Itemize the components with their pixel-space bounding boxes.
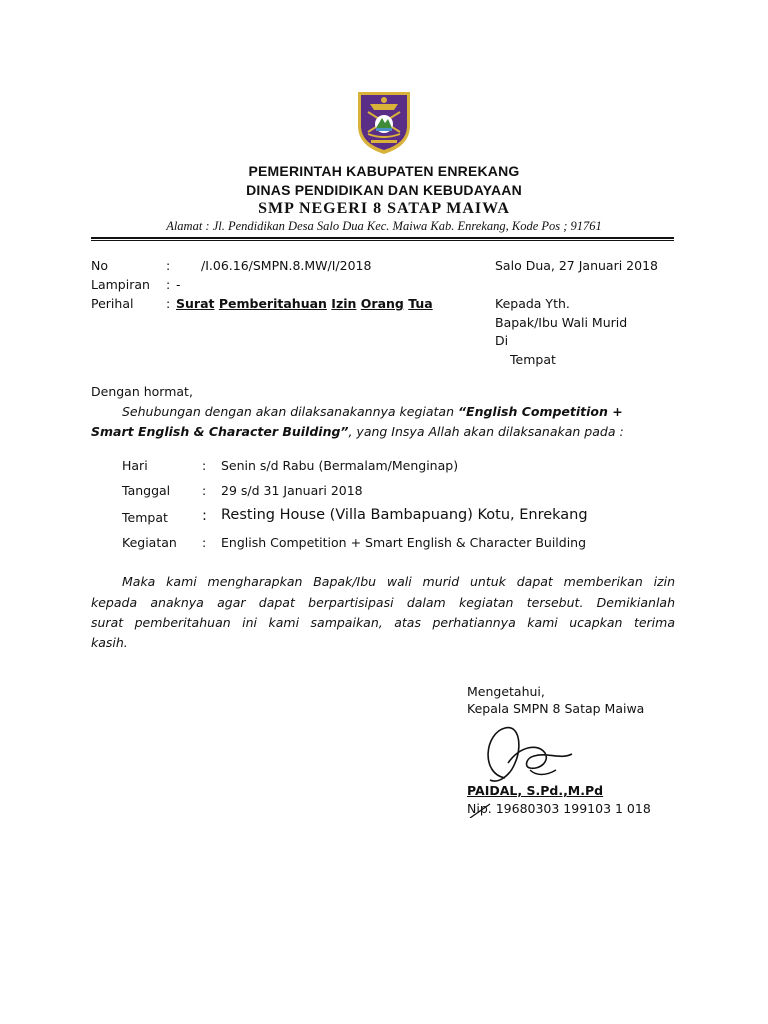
event-name-close: Smart English & Character Building” xyxy=(91,424,349,439)
closing-line-4: kasih. xyxy=(91,635,128,650)
kop-school-name: SMP NEGERI 8 SATAP MAIWA xyxy=(258,200,510,217)
signatory-name: PAIDAL, S.Pd.,M.Pd xyxy=(467,783,604,798)
recipient-line-2: Bapak/Ibu Wali Murid xyxy=(495,315,628,330)
event-name-open: “English Competition + xyxy=(458,404,623,419)
salutation: Dengan hormat, xyxy=(91,384,193,399)
no-value: /I.06.16/SMPN.8.MW/I/2018 xyxy=(201,258,372,273)
intro-line-2 xyxy=(91,424,624,439)
detail-sep-kegiatan: : xyxy=(202,535,207,550)
intro-pre: Sehubungan dengan akan dilaksanakannya kegiatan xyxy=(122,404,458,419)
detail-value-kegiatan: English Competition + Smart English & Character Building xyxy=(221,535,587,550)
perihal-word: Orang xyxy=(360,296,404,311)
detail-value-hari: Senin s/d Rabu (Bermalam/Menginap) xyxy=(221,458,459,473)
detail-value-tempat: Resting House (Villa Bambapuang) Kotu, Enrekang xyxy=(221,507,588,523)
lampiran-separator: : xyxy=(166,277,171,292)
detail-label-kegiatan: Kegiatan xyxy=(122,535,177,550)
perihal-label: Perihal xyxy=(91,296,134,311)
recipient-line-3: Di xyxy=(495,333,509,348)
intro-post: , yang Insya Allah akan dilaksanakan pada : xyxy=(348,424,624,439)
detail-label-tanggal: Tanggal xyxy=(122,483,171,498)
detail-label-tempat: Tempat xyxy=(122,510,168,525)
perihal-value xyxy=(176,296,433,311)
perihal-word: Surat xyxy=(176,296,215,311)
kop-divider-thin xyxy=(91,240,674,241)
lampiran-label: Lampiran xyxy=(91,277,150,292)
perihal-separator: : xyxy=(166,296,171,311)
signatory-nip: Nip. 19680303 199103 1 018 xyxy=(467,801,651,816)
no-separator: : xyxy=(166,258,171,273)
date-place: Salo Dua, 27 Januari 2018 xyxy=(495,258,658,273)
intro-line-1 xyxy=(122,404,623,419)
recipient-line-1: Kepada Yth. xyxy=(495,296,570,311)
school-crest-logo xyxy=(354,88,414,156)
detail-sep-hari: : xyxy=(202,458,207,473)
closing-line-2: kepada anaknya agar dapat berpartisipasi dalam kegiatan tersebut. Demikianlah xyxy=(91,595,675,610)
kop-line-1: PEMERINTAH KABUPATEN ENREKANG xyxy=(248,163,520,179)
no-label: No xyxy=(91,258,108,273)
detail-value-tanggal: 29 s/d 31 Januari 2018 xyxy=(221,483,363,498)
perihal-word: Tua xyxy=(408,296,433,311)
lampiran-value: - xyxy=(176,277,181,292)
signature-knowing: Mengetahui, xyxy=(467,684,545,699)
signature-title: Kepala SMPN 8 Satap Maiwa xyxy=(467,701,645,716)
closing-line-1: Maka kami mengharapkan Bapak/Ibu wali murid untuk dapat memberikan izin xyxy=(122,574,675,589)
detail-sep-tempat: : xyxy=(202,508,207,524)
kop-line-2: DINAS PENDIDIKAN DAN KEBUDAYAAN xyxy=(246,182,522,198)
detail-sep-tanggal: : xyxy=(202,483,207,498)
closing-line-3: surat pemberitahuan ini kami sampaikan, atas perhatiannya kami ucapkan terima xyxy=(91,615,675,630)
kop-divider-thick xyxy=(91,237,674,239)
recipient-line-4: Tempat xyxy=(510,352,556,367)
kop-address: Alamat : Jl. Pendidikan Desa Salo Dua Kec. Maiwa Kab. Enrekang, Kode Pos ; 91761 xyxy=(166,219,602,233)
perihal-word: Pemberitahuan xyxy=(218,296,327,311)
perihal-word: Izin xyxy=(331,296,357,311)
detail-label-hari: Hari xyxy=(122,458,148,473)
